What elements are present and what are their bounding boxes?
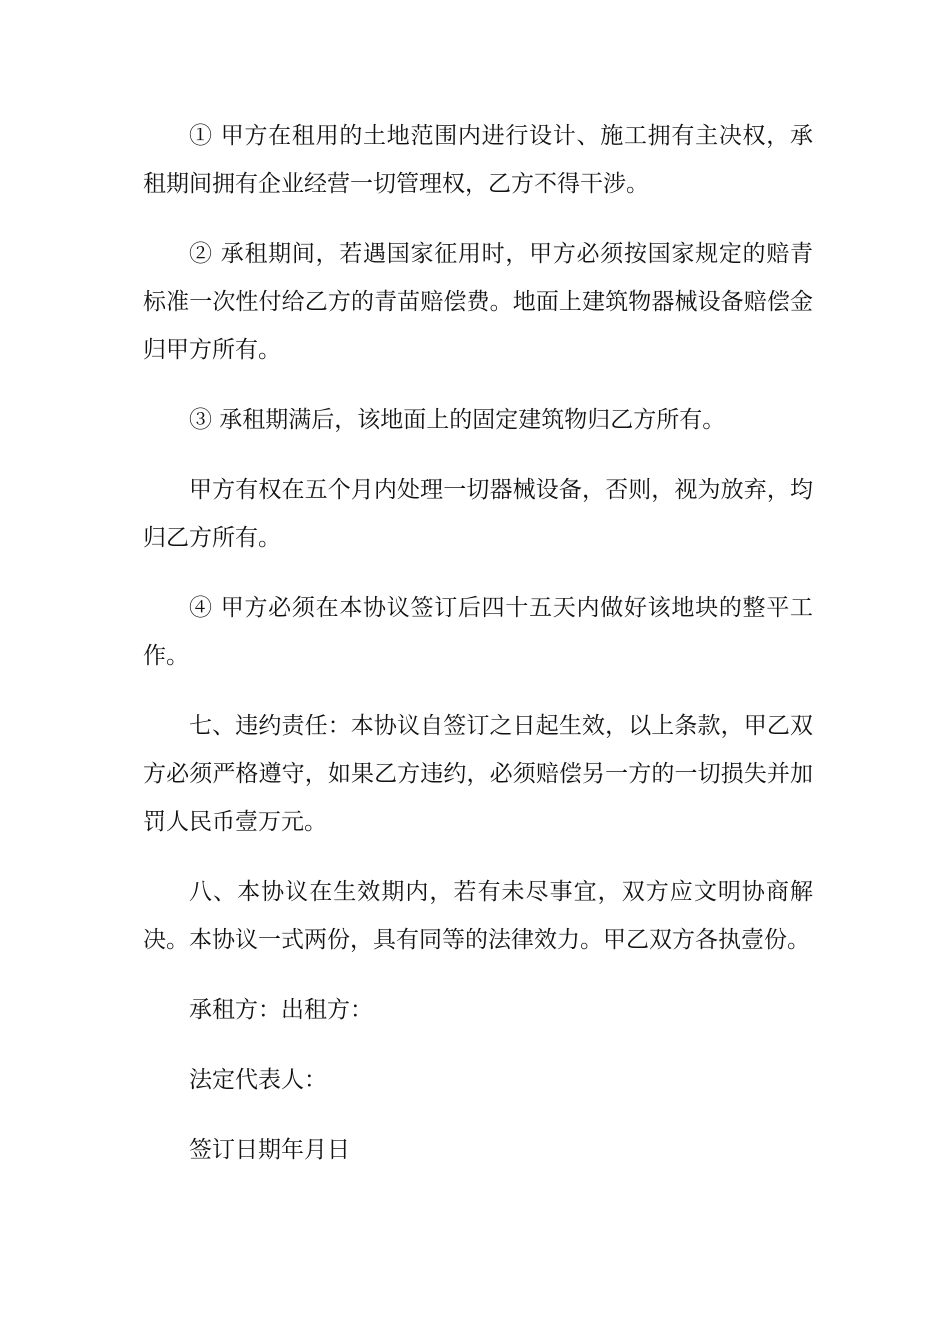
clause-2-paragraph: ② 承租期间，若遇国家征用时，甲方必须按国家规定的赔青标准一次性付给乙方的青苗赔偿费。地面上建筑物器械设备赔偿金归甲方所有。 <box>143 241 813 363</box>
equipment-disposal-paragraph: 甲方有权在五个月内处理一切器械设备，否则，视为放弃，均归乙方所有。 <box>143 477 813 551</box>
legal-representative-line: 法定代表人： <box>189 1067 327 1093</box>
parties-signature-line: 承租方：出租方： <box>189 997 373 1023</box>
supplementary-terms-paragraph: 八、本协议在生效期内，若有未尽事宜，双方应文明协商解决。本协议一式两份，具有同等的法律效力。甲乙双方各执壹份。 <box>143 879 813 953</box>
breach-liability-paragraph: 七、违约责任：本协议自签订之日起生效，以上条款，甲乙双方必须严格遵守，如果乙方违约，必须赔偿另一方的一切损失并加罚人民币壹万元。 <box>143 713 813 835</box>
clause-3-paragraph: ③ 承租期满后，该地面上的固定建筑物归乙方所有。 <box>189 407 726 433</box>
clause-1-paragraph: ① 甲方在租用的土地范围内进行设计、施工拥有主决权，承租期间拥有企业经营一切管理权，乙方不得干涉。 <box>143 123 813 197</box>
document-body <box>143 112 813 1196</box>
signing-date-line: 签订日期年月日 <box>189 1137 350 1163</box>
clause-4-paragraph: ④ 甲方必须在本协议签订后四十五天内做好该地块的整平工作。 <box>143 595 813 669</box>
